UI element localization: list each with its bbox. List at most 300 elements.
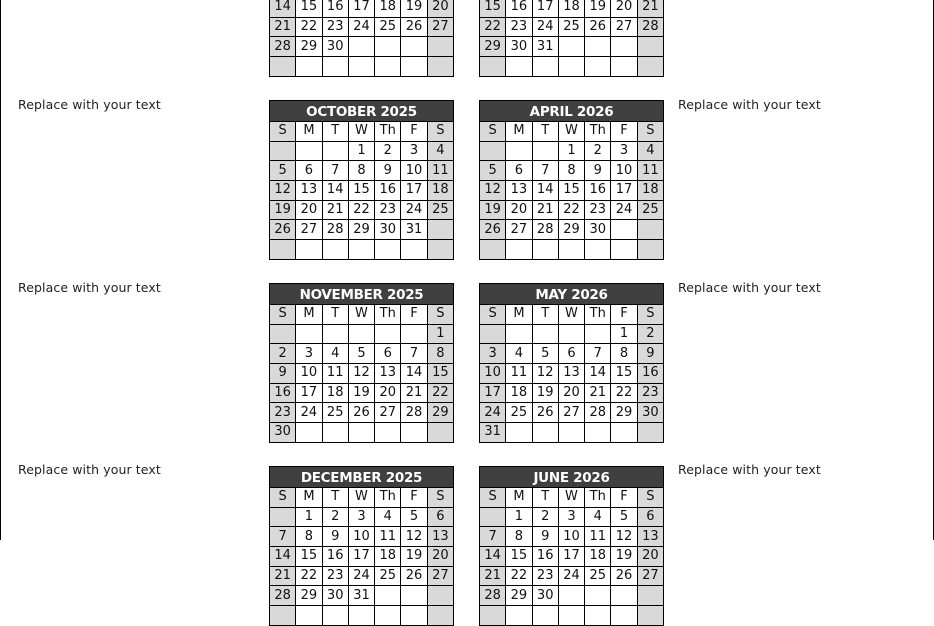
day-cell[interactable]: 27: [506, 220, 532, 240]
day-cell[interactable]: 23: [506, 17, 532, 37]
day-cell[interactable]: 26: [611, 566, 637, 586]
day-cell[interactable]: 20: [506, 200, 532, 220]
day-cell[interactable]: 22: [558, 200, 584, 220]
day-cell[interactable]: [585, 240, 611, 260]
day-cell[interactable]: 28: [322, 220, 348, 240]
day-cell[interactable]: 20: [611, 0, 637, 17]
day-cell[interactable]: 3: [480, 344, 506, 364]
day-cell[interactable]: 12: [270, 181, 296, 201]
day-cell[interactable]: 29: [506, 586, 532, 606]
day-cell[interactable]: 12: [401, 527, 427, 547]
day-cell[interactable]: 27: [637, 566, 663, 586]
day-cell[interactable]: 26: [348, 403, 374, 423]
day-cell[interactable]: 13: [506, 181, 532, 201]
day-cell[interactable]: [427, 37, 453, 57]
day-cell[interactable]: 4: [375, 507, 401, 527]
day-cell[interactable]: 14: [532, 181, 558, 201]
day-cell[interactable]: 16: [637, 364, 663, 384]
day-cell[interactable]: 17: [348, 547, 374, 567]
day-cell[interactable]: [427, 423, 453, 443]
day-cell[interactable]: [270, 324, 296, 344]
day-cell[interactable]: 17: [480, 383, 506, 403]
day-cell[interactable]: 2: [532, 507, 558, 527]
day-cell[interactable]: 1: [558, 141, 584, 161]
day-cell[interactable]: [348, 240, 374, 260]
day-cell[interactable]: 4: [637, 141, 663, 161]
day-cell[interactable]: 4: [585, 507, 611, 527]
day-cell[interactable]: 29: [348, 220, 374, 240]
day-cell[interactable]: 6: [637, 507, 663, 527]
day-cell[interactable]: 13: [296, 181, 322, 201]
day-cell[interactable]: 23: [322, 566, 348, 586]
day-cell[interactable]: 29: [427, 403, 453, 423]
day-cell[interactable]: 21: [322, 200, 348, 220]
day-cell[interactable]: 15: [296, 547, 322, 567]
day-cell[interactable]: 14: [585, 364, 611, 384]
day-cell[interactable]: 21: [637, 0, 663, 17]
day-cell[interactable]: 28: [637, 17, 663, 37]
day-cell[interactable]: 12: [611, 527, 637, 547]
day-cell[interactable]: [270, 606, 296, 626]
day-cell[interactable]: 26: [401, 566, 427, 586]
day-cell[interactable]: 30: [322, 586, 348, 606]
day-cell[interactable]: 30: [637, 403, 663, 423]
day-cell[interactable]: 13: [375, 364, 401, 384]
day-cell[interactable]: 27: [296, 220, 322, 240]
day-cell[interactable]: [611, 423, 637, 443]
day-cell[interactable]: 7: [401, 344, 427, 364]
day-cell[interactable]: 29: [296, 37, 322, 57]
day-cell[interactable]: 6: [375, 344, 401, 364]
day-cell[interactable]: 31: [348, 586, 374, 606]
day-cell[interactable]: 18: [506, 383, 532, 403]
note-text-april[interactable]: Replace with your text: [678, 97, 821, 112]
day-cell[interactable]: 15: [296, 0, 322, 17]
day-cell[interactable]: 26: [270, 220, 296, 240]
day-cell[interactable]: 20: [375, 383, 401, 403]
day-cell[interactable]: 9: [532, 527, 558, 547]
day-cell[interactable]: 19: [401, 547, 427, 567]
day-cell[interactable]: 16: [585, 181, 611, 201]
day-cell[interactable]: 21: [585, 383, 611, 403]
day-cell[interactable]: 21: [480, 566, 506, 586]
day-cell[interactable]: 7: [585, 344, 611, 364]
day-cell[interactable]: [296, 324, 322, 344]
day-cell[interactable]: 9: [637, 344, 663, 364]
day-cell[interactable]: 14: [401, 364, 427, 384]
day-cell[interactable]: 29: [480, 37, 506, 57]
day-cell[interactable]: [270, 240, 296, 260]
day-cell[interactable]: 25: [427, 200, 453, 220]
day-cell[interactable]: [480, 141, 506, 161]
day-cell[interactable]: [296, 141, 322, 161]
day-cell[interactable]: 20: [427, 547, 453, 567]
day-cell[interactable]: 2: [270, 344, 296, 364]
day-cell[interactable]: 22: [296, 17, 322, 37]
day-cell[interactable]: 15: [558, 181, 584, 201]
day-cell[interactable]: [375, 57, 401, 77]
day-cell[interactable]: [637, 586, 663, 606]
day-cell[interactable]: [401, 423, 427, 443]
day-cell[interactable]: 25: [558, 17, 584, 37]
day-cell[interactable]: 23: [585, 200, 611, 220]
day-cell[interactable]: 19: [585, 0, 611, 17]
day-cell[interactable]: 24: [348, 566, 374, 586]
day-cell[interactable]: 19: [480, 200, 506, 220]
day-cell[interactable]: [585, 586, 611, 606]
day-cell[interactable]: 4: [322, 344, 348, 364]
day-cell[interactable]: 17: [611, 181, 637, 201]
day-cell[interactable]: 2: [637, 324, 663, 344]
day-cell[interactable]: 10: [296, 364, 322, 384]
day-cell[interactable]: 30: [270, 423, 296, 443]
day-cell[interactable]: 18: [375, 0, 401, 17]
day-cell[interactable]: 7: [322, 161, 348, 181]
day-cell[interactable]: 30: [585, 220, 611, 240]
day-cell[interactable]: 28: [270, 37, 296, 57]
day-cell[interactable]: [585, 57, 611, 77]
day-cell[interactable]: 5: [348, 344, 374, 364]
day-cell[interactable]: [611, 220, 637, 240]
day-cell[interactable]: 5: [611, 507, 637, 527]
day-cell[interactable]: 1: [611, 324, 637, 344]
day-cell[interactable]: [375, 606, 401, 626]
day-cell[interactable]: 24: [532, 17, 558, 37]
day-cell[interactable]: 12: [532, 364, 558, 384]
day-cell[interactable]: [401, 586, 427, 606]
day-cell[interactable]: [322, 57, 348, 77]
day-cell[interactable]: 19: [401, 0, 427, 17]
day-cell[interactable]: [637, 606, 663, 626]
day-cell[interactable]: 15: [348, 181, 374, 201]
day-cell[interactable]: 28: [270, 586, 296, 606]
day-cell[interactable]: 23: [322, 17, 348, 37]
day-cell[interactable]: 27: [427, 17, 453, 37]
day-cell[interactable]: [558, 57, 584, 77]
day-cell[interactable]: 2: [585, 141, 611, 161]
note-text-may[interactable]: Replace with your text: [678, 280, 821, 295]
day-cell[interactable]: 16: [506, 0, 532, 17]
day-cell[interactable]: [558, 423, 584, 443]
day-cell[interactable]: [532, 606, 558, 626]
day-cell[interactable]: 8: [611, 344, 637, 364]
day-cell[interactable]: 18: [585, 547, 611, 567]
day-cell[interactable]: 19: [532, 383, 558, 403]
day-cell[interactable]: [532, 57, 558, 77]
day-cell[interactable]: [375, 324, 401, 344]
day-cell[interactable]: 31: [401, 220, 427, 240]
day-cell[interactable]: 6: [427, 507, 453, 527]
day-cell[interactable]: 18: [375, 547, 401, 567]
day-cell[interactable]: [558, 586, 584, 606]
day-cell[interactable]: 1: [427, 324, 453, 344]
day-cell[interactable]: [558, 240, 584, 260]
day-cell[interactable]: 11: [637, 161, 663, 181]
day-cell[interactable]: [348, 606, 374, 626]
day-cell[interactable]: [427, 586, 453, 606]
day-cell[interactable]: 14: [270, 0, 296, 17]
day-cell[interactable]: 28: [585, 403, 611, 423]
day-cell[interactable]: 6: [296, 161, 322, 181]
day-cell[interactable]: 13: [427, 527, 453, 547]
day-cell[interactable]: [585, 423, 611, 443]
day-cell[interactable]: 5: [270, 161, 296, 181]
day-cell[interactable]: 7: [480, 527, 506, 547]
day-cell[interactable]: [506, 240, 532, 260]
day-cell[interactable]: 22: [480, 17, 506, 37]
day-cell[interactable]: 30: [322, 37, 348, 57]
day-cell[interactable]: 24: [558, 566, 584, 586]
day-cell[interactable]: 14: [480, 547, 506, 567]
day-cell[interactable]: [611, 37, 637, 57]
note-text-june[interactable]: Replace with your text: [678, 462, 821, 477]
day-cell[interactable]: [296, 606, 322, 626]
day-cell[interactable]: 1: [348, 141, 374, 161]
day-cell[interactable]: [375, 37, 401, 57]
day-cell[interactable]: 25: [637, 200, 663, 220]
day-cell[interactable]: 25: [375, 17, 401, 37]
day-cell[interactable]: [532, 423, 558, 443]
day-cell[interactable]: 11: [322, 364, 348, 384]
day-cell[interactable]: 28: [401, 403, 427, 423]
day-cell[interactable]: 6: [506, 161, 532, 181]
day-cell[interactable]: 3: [296, 344, 322, 364]
day-cell[interactable]: [480, 57, 506, 77]
day-cell[interactable]: [427, 240, 453, 260]
day-cell[interactable]: 22: [506, 566, 532, 586]
day-cell[interactable]: 7: [270, 527, 296, 547]
day-cell[interactable]: 20: [637, 547, 663, 567]
day-cell[interactable]: [558, 37, 584, 57]
day-cell[interactable]: [401, 324, 427, 344]
day-cell[interactable]: 22: [296, 566, 322, 586]
day-cell[interactable]: 14: [270, 547, 296, 567]
day-cell[interactable]: 29: [296, 586, 322, 606]
day-cell[interactable]: [506, 606, 532, 626]
day-cell[interactable]: 18: [558, 0, 584, 17]
day-cell[interactable]: 25: [375, 566, 401, 586]
day-cell[interactable]: 27: [558, 403, 584, 423]
day-cell[interactable]: 28: [532, 220, 558, 240]
day-cell[interactable]: 18: [637, 181, 663, 201]
day-cell[interactable]: [401, 37, 427, 57]
day-cell[interactable]: 25: [506, 403, 532, 423]
day-cell[interactable]: 25: [585, 566, 611, 586]
day-cell[interactable]: 16: [322, 547, 348, 567]
day-cell[interactable]: 3: [401, 141, 427, 161]
day-cell[interactable]: 17: [401, 181, 427, 201]
day-cell[interactable]: 18: [427, 181, 453, 201]
day-cell[interactable]: [322, 240, 348, 260]
day-cell[interactable]: 9: [375, 161, 401, 181]
day-cell[interactable]: 20: [296, 200, 322, 220]
day-cell[interactable]: 6: [558, 344, 584, 364]
day-cell[interactable]: 26: [480, 220, 506, 240]
day-cell[interactable]: [532, 324, 558, 344]
day-cell[interactable]: 25: [322, 403, 348, 423]
day-cell[interactable]: 24: [611, 200, 637, 220]
day-cell[interactable]: 18: [322, 383, 348, 403]
day-cell[interactable]: [558, 606, 584, 626]
day-cell[interactable]: 15: [506, 547, 532, 567]
day-cell[interactable]: [348, 324, 374, 344]
day-cell[interactable]: 16: [375, 181, 401, 201]
day-cell[interactable]: 11: [427, 161, 453, 181]
day-cell[interactable]: 9: [322, 527, 348, 547]
day-cell[interactable]: 21: [270, 17, 296, 37]
day-cell[interactable]: [532, 240, 558, 260]
day-cell[interactable]: [611, 240, 637, 260]
day-cell[interactable]: 26: [532, 403, 558, 423]
day-cell[interactable]: 12: [348, 364, 374, 384]
day-cell[interactable]: 8: [427, 344, 453, 364]
day-cell[interactable]: [506, 141, 532, 161]
day-cell[interactable]: [270, 57, 296, 77]
day-cell[interactable]: 12: [480, 181, 506, 201]
day-cell[interactable]: 29: [611, 403, 637, 423]
day-cell[interactable]: 2: [322, 507, 348, 527]
day-cell[interactable]: [322, 324, 348, 344]
day-cell[interactable]: 19: [611, 547, 637, 567]
day-cell[interactable]: 13: [637, 527, 663, 547]
day-cell[interactable]: [322, 423, 348, 443]
day-cell[interactable]: 23: [637, 383, 663, 403]
day-cell[interactable]: [637, 37, 663, 57]
day-cell[interactable]: [637, 240, 663, 260]
day-cell[interactable]: 31: [532, 37, 558, 57]
day-cell[interactable]: 27: [427, 566, 453, 586]
day-cell[interactable]: 5: [401, 507, 427, 527]
day-cell[interactable]: [322, 141, 348, 161]
day-cell[interactable]: 10: [348, 527, 374, 547]
day-cell[interactable]: [348, 57, 374, 77]
day-cell[interactable]: 17: [558, 547, 584, 567]
day-cell[interactable]: 22: [427, 383, 453, 403]
note-text-december[interactable]: Replace with your text: [18, 462, 161, 477]
day-cell[interactable]: 15: [611, 364, 637, 384]
day-cell[interactable]: [585, 37, 611, 57]
day-cell[interactable]: 5: [532, 344, 558, 364]
day-cell[interactable]: [348, 37, 374, 57]
day-cell[interactable]: 9: [585, 161, 611, 181]
day-cell[interactable]: 1: [296, 507, 322, 527]
day-cell[interactable]: 10: [480, 364, 506, 384]
note-text-october[interactable]: Replace with your text: [18, 97, 161, 112]
day-cell[interactable]: [375, 240, 401, 260]
day-cell[interactable]: 19: [270, 200, 296, 220]
day-cell[interactable]: 3: [611, 141, 637, 161]
day-cell[interactable]: 11: [506, 364, 532, 384]
day-cell[interactable]: 4: [427, 141, 453, 161]
day-cell[interactable]: 8: [296, 527, 322, 547]
day-cell[interactable]: 30: [532, 586, 558, 606]
day-cell[interactable]: 15: [427, 364, 453, 384]
day-cell[interactable]: 13: [558, 364, 584, 384]
day-cell[interactable]: [401, 606, 427, 626]
day-cell[interactable]: [637, 220, 663, 240]
day-cell[interactable]: 24: [480, 403, 506, 423]
day-cell[interactable]: 7: [532, 161, 558, 181]
day-cell[interactable]: 16: [270, 383, 296, 403]
day-cell[interactable]: [427, 57, 453, 77]
day-cell[interactable]: 19: [348, 383, 374, 403]
day-cell[interactable]: 20: [427, 0, 453, 17]
day-cell[interactable]: 22: [611, 383, 637, 403]
day-cell[interactable]: [532, 141, 558, 161]
day-cell[interactable]: [480, 507, 506, 527]
day-cell[interactable]: 24: [401, 200, 427, 220]
day-cell[interactable]: [506, 324, 532, 344]
day-cell[interactable]: [585, 324, 611, 344]
day-cell[interactable]: 27: [611, 17, 637, 37]
day-cell[interactable]: [506, 57, 532, 77]
day-cell[interactable]: [270, 507, 296, 527]
day-cell[interactable]: 2: [375, 141, 401, 161]
day-cell[interactable]: [506, 423, 532, 443]
day-cell[interactable]: [611, 606, 637, 626]
day-cell[interactable]: 17: [348, 0, 374, 17]
day-cell[interactable]: [558, 324, 584, 344]
day-cell[interactable]: 16: [532, 547, 558, 567]
day-cell[interactable]: 21: [270, 566, 296, 586]
day-cell[interactable]: 21: [532, 200, 558, 220]
day-cell[interactable]: 10: [401, 161, 427, 181]
day-cell[interactable]: 26: [401, 17, 427, 37]
day-cell[interactable]: 26: [585, 17, 611, 37]
day-cell[interactable]: 11: [585, 527, 611, 547]
day-cell[interactable]: 21: [401, 383, 427, 403]
day-cell[interactable]: 14: [322, 181, 348, 201]
day-cell[interactable]: [611, 57, 637, 77]
day-cell[interactable]: [296, 240, 322, 260]
day-cell[interactable]: 23: [375, 200, 401, 220]
day-cell[interactable]: 8: [348, 161, 374, 181]
day-cell[interactable]: [401, 57, 427, 77]
day-cell[interactable]: [637, 423, 663, 443]
day-cell[interactable]: 17: [296, 383, 322, 403]
day-cell[interactable]: 1: [506, 507, 532, 527]
day-cell[interactable]: [427, 606, 453, 626]
day-cell[interactable]: 28: [480, 586, 506, 606]
day-cell[interactable]: [296, 423, 322, 443]
day-cell[interactable]: [375, 423, 401, 443]
day-cell[interactable]: [270, 141, 296, 161]
day-cell[interactable]: 27: [375, 403, 401, 423]
day-cell[interactable]: 10: [611, 161, 637, 181]
day-cell[interactable]: 5: [480, 161, 506, 181]
day-cell[interactable]: 9: [270, 364, 296, 384]
day-cell[interactable]: 15: [480, 0, 506, 17]
day-cell[interactable]: 4: [506, 344, 532, 364]
day-cell[interactable]: 24: [296, 403, 322, 423]
day-cell[interactable]: 23: [270, 403, 296, 423]
note-text-november[interactable]: Replace with your text: [18, 280, 161, 295]
day-cell[interactable]: 23: [532, 566, 558, 586]
day-cell[interactable]: 10: [558, 527, 584, 547]
day-cell[interactable]: 30: [506, 37, 532, 57]
day-cell[interactable]: [296, 57, 322, 77]
day-cell[interactable]: 3: [348, 507, 374, 527]
day-cell[interactable]: 24: [348, 17, 374, 37]
day-cell[interactable]: [348, 423, 374, 443]
day-cell[interactable]: 17: [532, 0, 558, 17]
day-cell[interactable]: 22: [348, 200, 374, 220]
day-cell[interactable]: [401, 240, 427, 260]
day-cell[interactable]: [637, 57, 663, 77]
day-cell[interactable]: 8: [506, 527, 532, 547]
day-cell[interactable]: [611, 586, 637, 606]
day-cell[interactable]: 3: [558, 507, 584, 527]
